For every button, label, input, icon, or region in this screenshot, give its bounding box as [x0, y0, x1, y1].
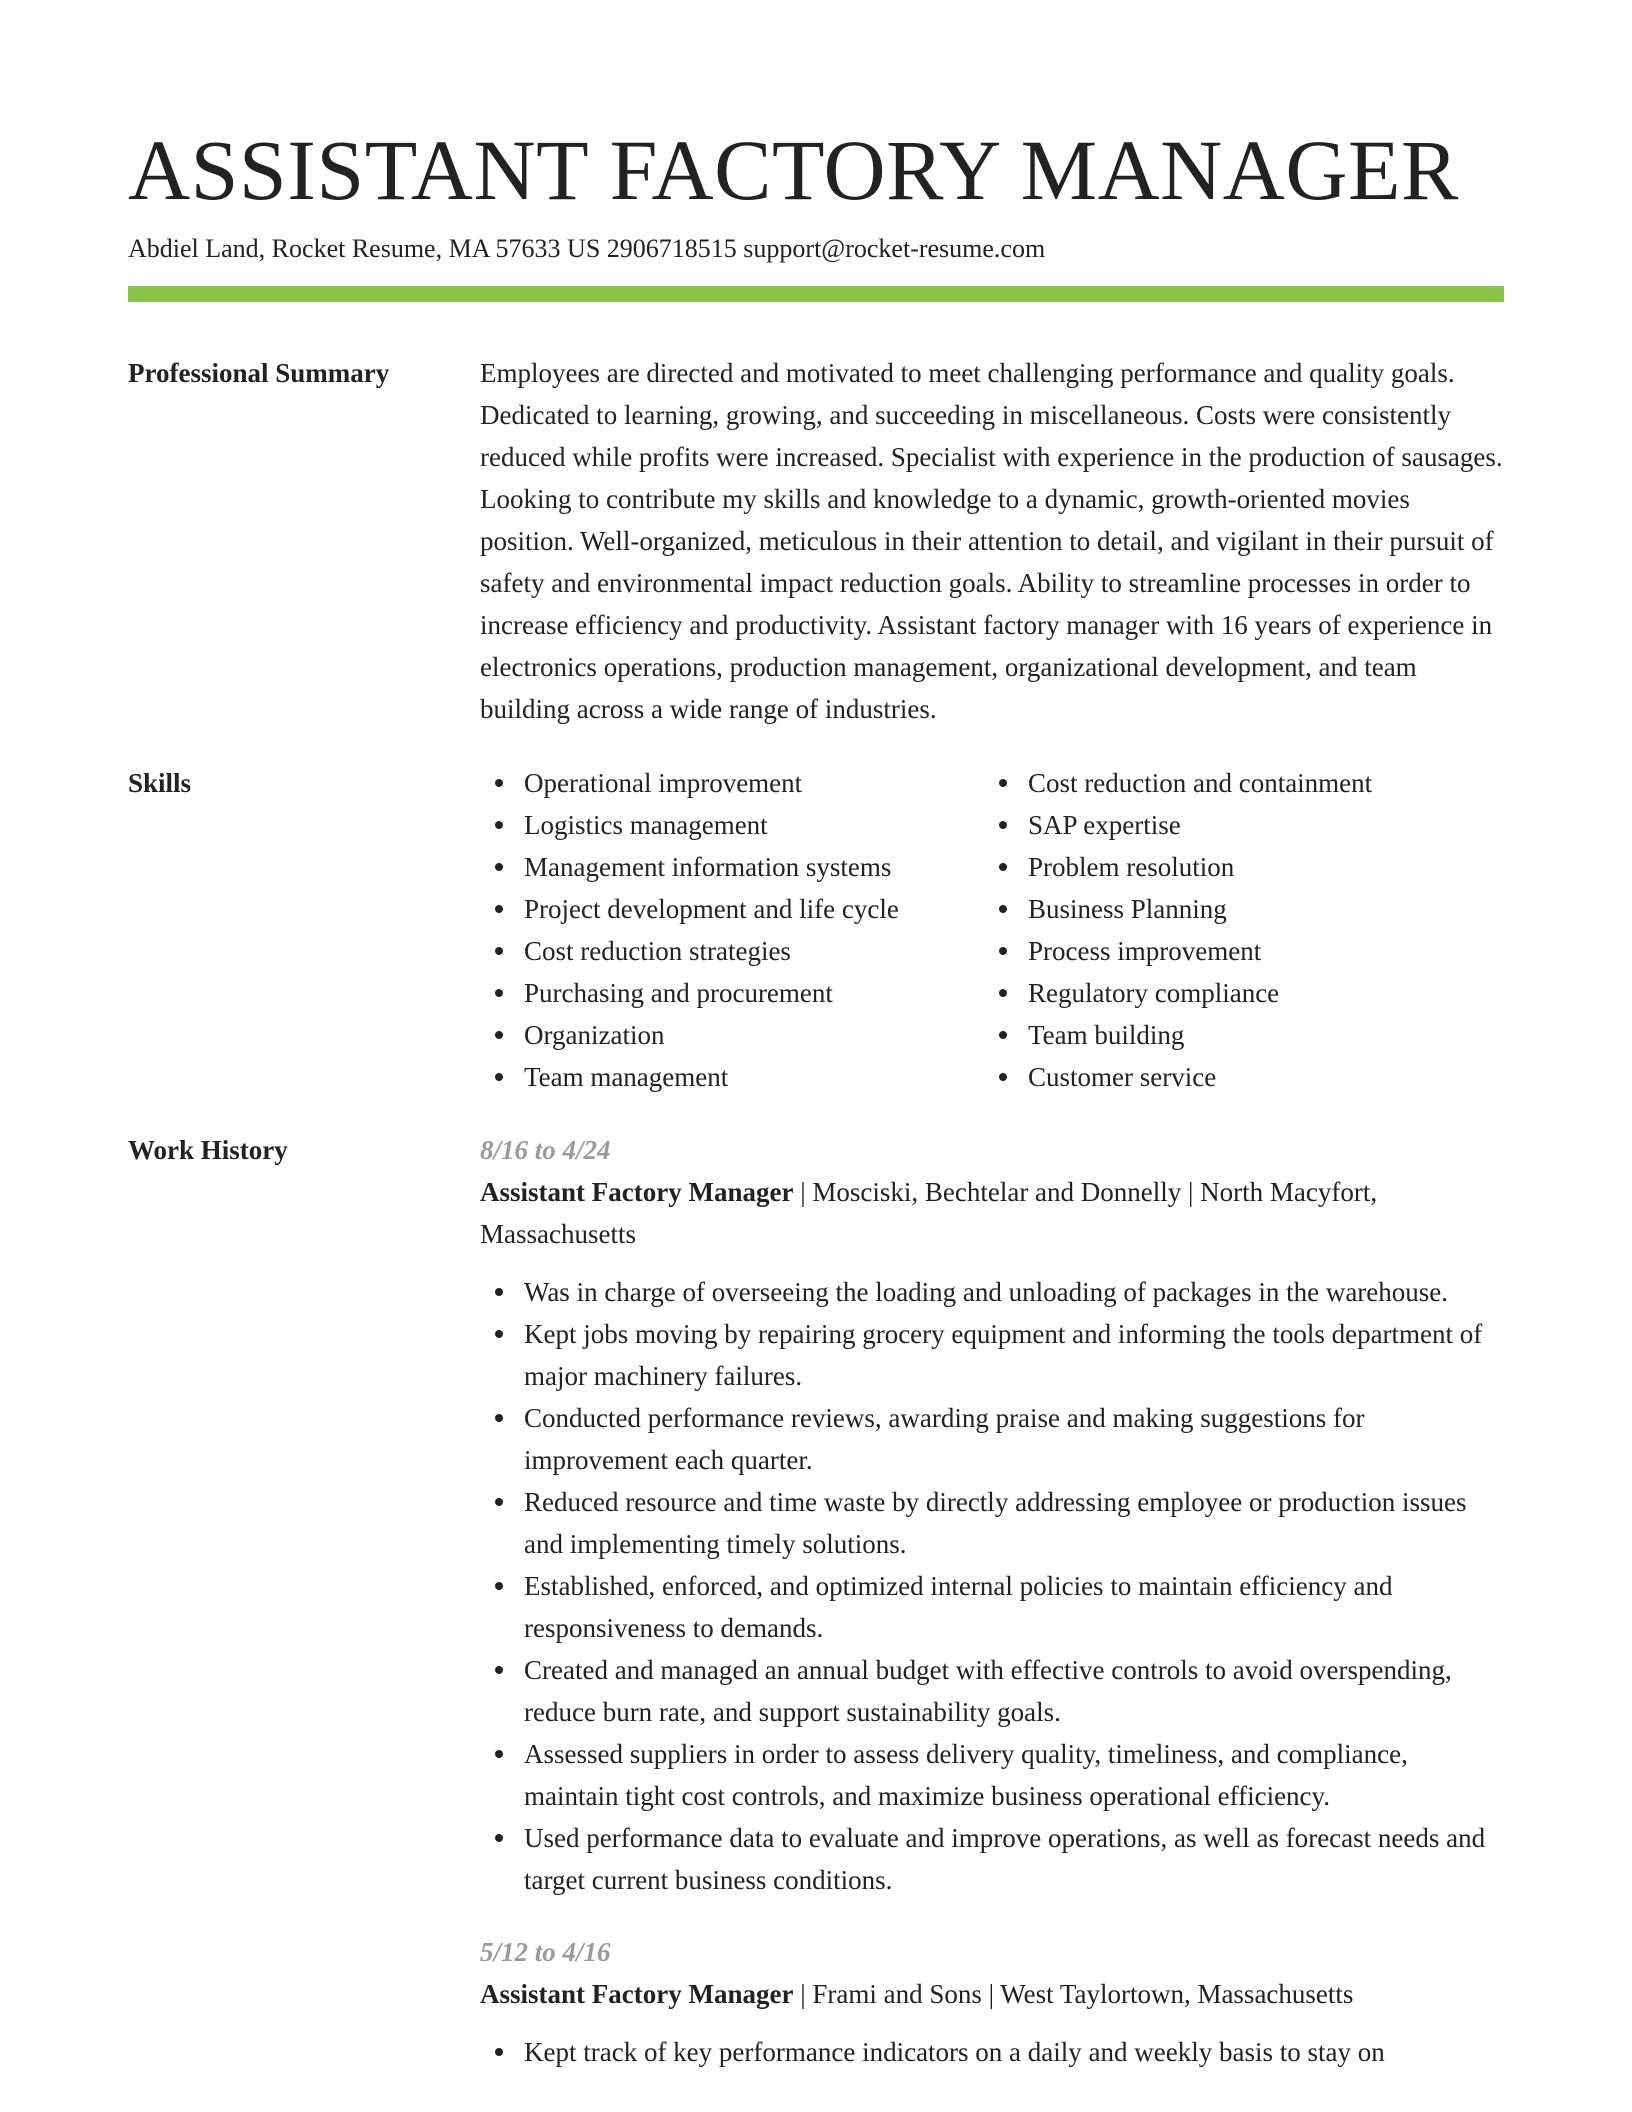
duty-item: Created and managed an annual budget with effective controls to avoid overspending, reduce burn rate, and support sustainability goals.: [480, 1649, 1504, 1733]
bullet-icon: [495, 1582, 503, 1590]
skill-item: Regulatory compliance: [984, 972, 1504, 1014]
duty-item: Reduced resource and time waste by directly addressing employee or production issues and implementing timely solutions.: [480, 1481, 1504, 1565]
job-header: [480, 1171, 1504, 1255]
duty-item: Was in charge of overseeing the loading and unloading of packages in the warehouse.: [480, 1271, 1504, 1313]
skill-item: Operational improvement: [480, 762, 984, 804]
job-duties-list: [480, 1271, 1504, 1901]
summary-text: Employees are directed and motivated to meet challenging performance and quality goals. Dedicated to learning, growing, and succeeding in miscellaneous. Costs were consistently reduced while profits were increased. Specialist with experience in the production of sausages. Looking to contribute my skills and knowledge to a dynamic, growth-oriented movies position. Well-organized, meticulous in their attention to detail, and vigilant in their pursuit of safety and environmental impact reduction goals. Ability to streamline processes in order to increase efficiency and productivity. Assistant factory manager with 16 years of experience in electronics operations, production management, organizational development, and team building across a wide range of industries.: [480, 358, 1503, 724]
skill-item: Customer service: [984, 1056, 1504, 1098]
bullet-icon: [495, 2048, 503, 2056]
section-heading-work-history: Work History: [128, 1135, 288, 1165]
duty-item: Kept track of key performance indicators on a daily and weekly basis to stay on: [480, 2031, 1504, 2073]
job-entry: [480, 1129, 1504, 1901]
bullet-icon: [495, 863, 503, 871]
bullet-icon: [495, 1414, 503, 1422]
accent-divider: [128, 286, 1504, 302]
bullet-icon: [495, 947, 503, 955]
section-heading-skills: Skills: [128, 768, 192, 798]
skill-item: Organization: [480, 1014, 984, 1056]
job-title: Assistant Factory Manager: [480, 1177, 794, 1207]
bullet-icon: [495, 821, 503, 829]
bullet-icon: [495, 1666, 503, 1674]
work-history-section: [128, 1129, 1504, 2073]
bullet-icon: [999, 1031, 1007, 1039]
bullet-icon: [999, 863, 1007, 871]
bullet-icon: [999, 1073, 1007, 1081]
bullet-icon: [495, 1498, 503, 1506]
bullet-icon: [495, 1288, 503, 1296]
bullet-icon: [495, 1750, 503, 1758]
bullet-icon: [495, 1330, 503, 1338]
skill-item: SAP expertise: [984, 804, 1504, 846]
job-dates: 8/16 to 4/24: [480, 1135, 611, 1165]
skills-column-left: [480, 762, 984, 1098]
skill-item: Problem resolution: [984, 846, 1504, 888]
job-title: Assistant Factory Manager: [480, 1979, 794, 2009]
bullet-icon: [495, 1073, 503, 1081]
duty-item: Established, enforced, and optimized internal policies to maintain efficiency and responsiveness to demands.: [480, 1565, 1504, 1649]
skill-item: Process improvement: [984, 930, 1504, 972]
bullet-icon: [999, 905, 1007, 913]
duty-item: Assessed suppliers in order to assess delivery quality, timeliness, and compliance, maintain tight cost controls, and maximize business operational efficiency.: [480, 1733, 1504, 1817]
professional-summary-section: [128, 352, 1504, 730]
bullet-icon: [495, 905, 503, 913]
duty-item: Kept jobs moving by repairing grocery equipment and informing the tools department of major machinery failures.: [480, 1313, 1504, 1397]
bullet-icon: [495, 779, 503, 787]
job-employer-location: | Mosciski, Bechtelar and Donnelly | North Macyfort, Massachusetts: [480, 1177, 1378, 1249]
skills-column-right: [984, 762, 1504, 1098]
job-header: [480, 1973, 1504, 2015]
skill-item: Cost reduction and containment: [984, 762, 1504, 804]
section-heading-summary: Professional Summary: [128, 358, 390, 388]
bullet-icon: [495, 1834, 503, 1842]
job-entry: [480, 1931, 1504, 2073]
skill-item: Purchasing and procurement: [480, 972, 984, 1014]
skill-item: Business Planning: [984, 888, 1504, 930]
bullet-icon: [999, 947, 1007, 955]
skills-grid: [480, 762, 1504, 1098]
bullet-icon: [999, 779, 1007, 787]
bullet-icon: [999, 989, 1007, 997]
bullet-icon: [495, 989, 503, 997]
skill-item: Management information systems: [480, 846, 984, 888]
resume-title: ASSISTANT FACTORY MANAGER: [128, 122, 1459, 218]
skill-item: Team management: [480, 1056, 984, 1098]
bullet-icon: [999, 821, 1007, 829]
job-dates: 5/12 to 4/16: [480, 1937, 611, 1967]
job-duties-list: [480, 2031, 1504, 2073]
skill-item: Team building: [984, 1014, 1504, 1056]
skill-item: Cost reduction strategies: [480, 930, 984, 972]
skill-item: Logistics management: [480, 804, 984, 846]
skill-item: Project development and life cycle: [480, 888, 984, 930]
job-employer-location: | Frami and Sons | West Taylortown, Massachusetts: [793, 1979, 1354, 2009]
resume-page: [128, 0, 1504, 2073]
duty-item: Conducted performance reviews, awarding praise and making suggestions for improvement each quarter.: [480, 1397, 1504, 1481]
duty-item: Used performance data to evaluate and improve operations, as well as forecast needs and target current business conditions.: [480, 1817, 1504, 1901]
bullet-icon: [495, 1031, 503, 1039]
contact-line: Abdiel Land, Rocket Resume, MA 57633 US 2906718515 support@rocket-resume.com: [128, 234, 1046, 263]
skills-section: [128, 762, 1504, 1098]
